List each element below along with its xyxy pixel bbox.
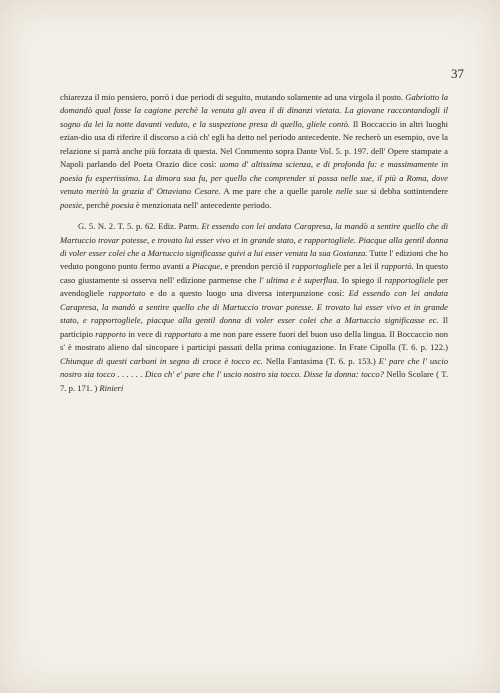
roman-text: Io spiego il [338,274,385,285]
italic-text: rapporto [95,328,126,339]
italic-text: l' ultima e è superflua. [259,274,339,285]
roman-text: si debba sottintendere [367,186,448,197]
roman-text: e do a questo luogo una diversa interpunzione così: [145,288,349,299]
roman-text: per a lei il [341,261,382,272]
italic-text: poesie, [60,199,85,210]
roman-text: per avendogliele [60,274,449,299]
roman-text: Tutte l' edizioni che ho veduto pongono punto fermo avanti a [60,247,448,272]
text-body [60,91,448,395]
italic-text: rapportato [164,328,202,339]
italic-text: Rinieri [99,382,124,393]
roman-text: In questo caso giustamente si osserva nell' edizione parmense che [60,261,448,285]
italic-text: Gabriotto la domandò qual fosse la cagione perchè la venuta gli avea il di dinanzi vietata. La giovane raccontandogli il sogno da lei la notte davanti veduto, e la suspezione presa di quello, gliele contò. [60,92,449,129]
roman-text: perchè [84,199,112,210]
italic-text: Et essendo con lei andata Carapresa, la mandò a sentire quello che di Martuccio trovar potesse, e trovato lui esser vivo et in grande stato, e rapportogliele. Piacque alla gentil donna di voler esser colei che a Martuccio significasse quivi a lui esser venuta la sua Gostanza. [60,221,448,258]
roman-text: è menzionata nell' antecedente periodo. [133,199,272,210]
italic-text: uomo d' altissima scienza, e di profonda fu: e massimamente in poesia fu espertissimo. La dimora sua fu, per quello che comprender si possa nelle sue, il più a Roma, dove venuto meritò la grazia d' Ottaviano Cesare. [60,159,448,197]
italic-text: rapportò. [381,261,414,272]
roman-text: e prendon perciò il [222,261,292,272]
italic-text: Chiunque di questi carboni in segno di croce è tocco ec. [60,355,263,366]
italic-text: rapportogliele [384,274,435,285]
roman-text: A me pare che a quelle parole [220,186,336,197]
roman-text: G. 5. N. 2. T. 5. p. 62. Ediz. Parm. [78,221,202,232]
roman-text: Nella Fantasima (T. 6. p. 153.) [262,355,379,366]
roman-text: a me non pare essere fuori del buon uso della lingua. Il Boccaccio non s' è mostrato alieno dal sincopare i participi passati della prima coniugazione. In Frate Cipolla (T. 6. p. 122.) [60,328,448,353]
roman-text: Il Boccaccio in altri luoghi ezian-dio usa di riferire il discorso a ciò ch' egli ha detto nel periodo antecedente. Ne recherò un esempio, ove la relazione si parrà anche più forzata di questa. Nel Commento sopra Dante Vol. 5. p. 197. dell' Opere stampate a Napoli parlando del Poeta Orazio dice così: [60,118,448,170]
italic-text: rapportato [108,288,146,299]
roman-text: Il participio [60,315,449,339]
roman-text: in vece di [125,328,165,339]
italic-text: poesia [111,199,134,210]
italic-text: nelle sue [335,186,368,197]
italic-text: Piacque, [192,261,223,272]
roman-text: chiarezza il mio pensiero, porrò i due periodi di seguito, mutando solamente ad una virgola il posto. [60,92,406,102]
paragraph [60,91,448,212]
italic-text: Ed essendo con lei andata Carapresa, la mandò a sentire quello che di Martuccio trovar potesse. E trovato lui esser vivo et in grande stato, e rapportogliele, piacque alla gentil donna di voler esser colei che a Martuccio significasse ec. [60,288,448,326]
page-number: 37 [451,66,464,81]
italic-text: E' pare che l' uscio nostro sia tocco . . . . . . Dico ch' e' pare che l' uscio nostro sia tocco. Disse la donna: tocco? [60,355,449,380]
italic-text: rapportogliele [291,261,342,272]
paragraph [60,220,448,395]
roman-text: Nello Scolare ( T. 7. p. 171. ) [60,369,449,393]
